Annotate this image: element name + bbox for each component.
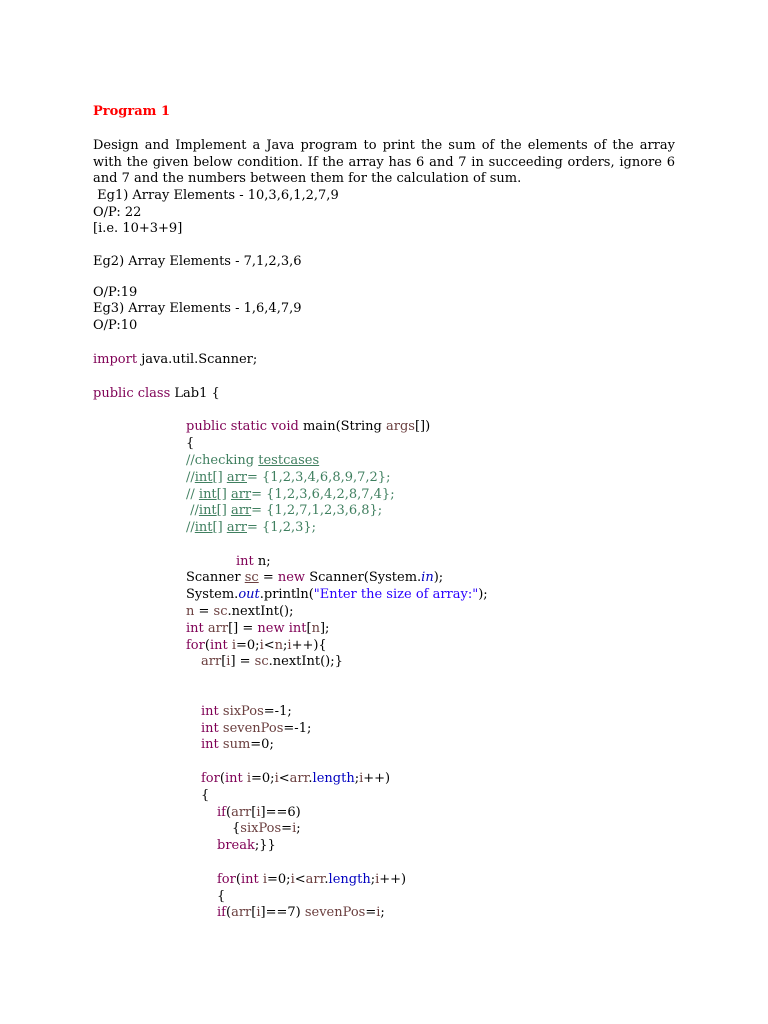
output-2: O/P:19 [93,285,138,300]
example-3: Eg3) Array Elements - 1,6,4,7,9 [93,301,302,316]
code-line: {sixPos=i; [232,821,301,836]
code-line: break;}} [217,838,276,853]
code-line: int sixPos=-1; [201,704,292,719]
code-line: for(int i=0;i<n;i++){ [186,638,327,653]
code-class-line: public class Lab1 { [93,386,220,401]
code-line: int sevenPos=-1; [201,721,312,736]
code-comment-line: //int[] arr= {1,2,7,1,2,3,6,8}; [186,503,383,518]
code-line: arr[i] = sc.nextInt();} [201,654,343,669]
output-1: O/P: 22 [93,205,142,220]
code-line: if(arr[i]==7) sevenPos=i; [217,905,385,920]
code-comment-line: // int[] arr= {1,2,3,6,4,2,8,7,4}; [186,487,395,502]
problem-description: Design and Implement a Java program to print the sum of the elements of the array with the given below condition. If the array has 6 and 7 in succeeding orders, ignore 6 and 7 and the numbers between them for the calculation of sum. [93,138,675,187]
code-line: n = sc.nextInt(); [186,604,294,619]
code-line: int arr[] = new int[n]; [186,621,330,636]
code-main-line: public static void main(String args[]) [186,419,431,434]
example-2: Eg2) Array Elements - 7,1,2,3,6 [93,254,302,269]
output-3: O/P:10 [93,318,138,333]
example-1: Eg1) Array Elements - 10,3,6,1,2,7,9 [93,188,339,203]
code-comment-line: //int[] arr= {1,2,3}; [186,520,317,535]
code-line: { [217,889,226,904]
code-comment-line: //int[] arr= {1,2,3,4,6,8,9,7,2}; [186,470,391,485]
code-line: if(arr[i]==6) [217,805,301,820]
code-line: Scanner sc = new Scanner(System.in); [186,570,444,585]
code-line: int sum=0; [201,737,274,752]
explanation-1: [i.e. 10+3+9] [93,221,183,236]
code-comment-line: //checking testcases [186,453,320,468]
program-title: Program 1 [93,104,170,119]
code-line: int n; [236,554,271,569]
code-line: for(int i=0;i<arr.length;i++) [201,771,391,786]
code-open-brace: { [186,436,195,451]
code-line: for(int i=0;i<arr.length;i++) [217,872,407,887]
code-line: { [201,788,210,803]
code-line: System.out.println("Enter the size of array:"); [186,587,488,602]
code-import-line: import java.util.Scanner; [93,352,258,367]
